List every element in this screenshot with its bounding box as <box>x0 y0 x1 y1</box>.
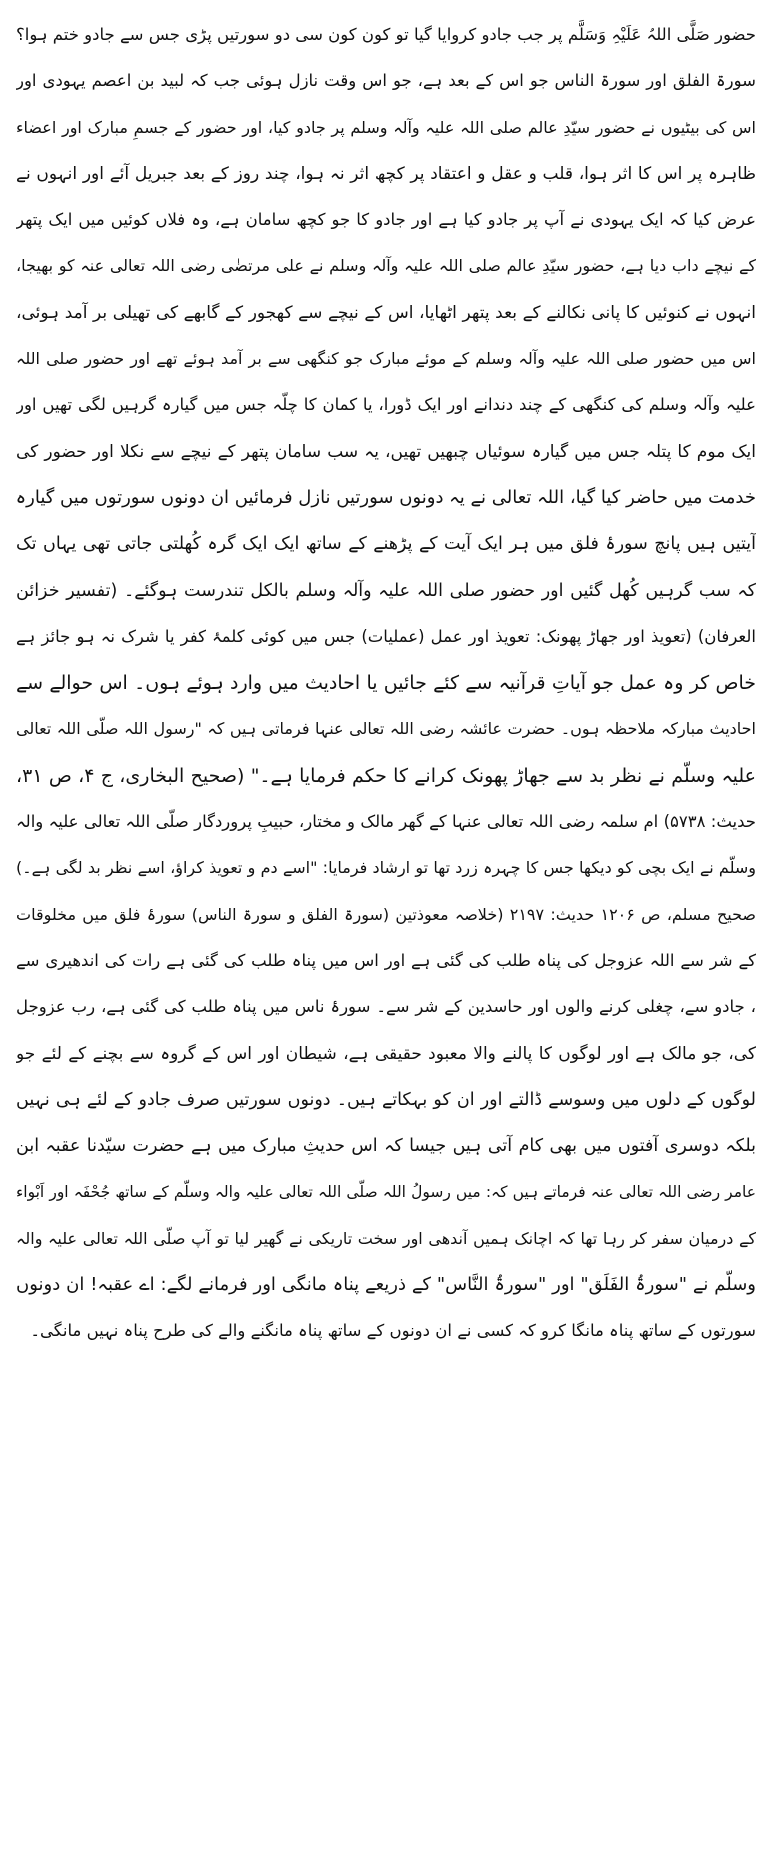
text-line: کہ سب گرہیں کُھل گئیں اور حضور صلی اللہ علیہ وآلہ وسلم بالکل تندرست ہوگئے۔ (تفسیر خزائن <box>16 580 756 601</box>
text-line: لوگوں کے دلوں میں وسوسے ڈالتے اور ان کو بہکاتے ہیں۔ دونوں سورتیں صرف جادو کے لئے ہی نہیں <box>16 1089 756 1110</box>
text-line-last: سورتوں کے ساتھ پناہ مانگا کرو کہ کسی نے ان دونوں کے ساتھ پناہ مانگنے والے کی طرح پناہ نہیں مانگی۔ <box>30 1321 756 1341</box>
text-line: العرفان) (تعویذ اور جھاڑ پھونک: تعویذ اور عمل (عملیات) جس میں کوئی کلمۂ کفر یا شرک نہ ہو جائز ہے <box>16 626 756 646</box>
text-line: علیہ وسلّم نے نظر بد سے جھاڑ پھونک کرانے کا حکم فرمایا ہے۔" (صحیح البخاری، ج ۴، ص ۳۱، <box>16 764 756 787</box>
text-line: صحیح مسلم، ص ۱۲۰۶ حدیث: ۲۱۹۷ (خلاصہ معوذتین (سورۃ الفلق و سورۃ الناس) سورۂ فلق میں مخلوقات <box>16 904 756 924</box>
text-line: انہوں نے کنوئیں کا پانی نکالنے کے بعد پتھر اٹھایا، اس کے نیچے سے کھجور کے گابھے کی تھیلی بر آمد ہوئی، <box>16 302 756 323</box>
text-line: احادیث مبارکہ ملاحظہ ہوں۔ حضرت عائشہ رضی اللہ تعالی عنہا فرماتی ہیں کہ "رسول اللہ صلّی اللہ تعالی <box>16 719 756 739</box>
text-line: کے نیچے داب دیا ہے، حضور سیّدِ عالم صلی اللہ علیہ وآلہ وسلم نے علی مرتضٰی رضی اللہ تعالی عنہ کو بھیجا، <box>16 256 756 276</box>
text-line: بلکہ دوسری آفتوں میں بھی کام آتی ہیں جیسا کہ اس حدیثِ مبارک میں ہے حضرت سیّدنا عقبہ ابن <box>16 1136 756 1157</box>
text-line: کے درمیان سفر کر رہا تھا کہ اچانک ہمیں آندھی اور سخت تاریکی نے گھیر لیا تو آپ صلّی اللہ تعالی علیہ والہ <box>16 1228 756 1248</box>
text-line: علیہ وآلہ وسلم کی کنگھی کے چند دندانے اور ایک ڈورا، یا کمان کا چلّہ جس میں گیارہ گرہیں لگی تھیں اور <box>16 395 756 415</box>
text-line: خاص کر وہ عمل جو آیاتِ قرآنیہ سے کئے جائیں یا احادیث میں وارد ہوئے ہوں۔ اس حوالے سے <box>16 672 756 695</box>
text-line: عرض کیا کہ ایک یہودی نے آپ پر جادو کیا ہے اور جادو کا جو کچھ سامان ہے، وہ فلاں کوئیں میں ایک پتھر <box>16 210 756 230</box>
text-line: خدمت میں حاضر کیا گیا، اللہ تعالی نے یہ دونوں سورتیں نازل فرمائیں ان دونوں سورتوں میں گیارہ <box>16 486 756 508</box>
text-line: سورۃ الفلق اور سورۃ الناس جو اس کے بعد ہے، جو اس وقت نازل ہوئی جب کہ لبید بن اعصم یہودی اور <box>16 71 756 91</box>
text-line: آیتیں ہیں پانچ سورۂ فلق میں ہر ایک آیت کے پڑھنے کے ساتھ ایک ایک گرہ کُھلتی جاتی تھی یہاں تک <box>16 534 756 555</box>
text-line: وسلّم نے ایک بچی کو دیکھا جس کا چہرہ زرد تھا تو ارشاد فرمایا: "اسے دم و تعویذ کراؤ، اسے نظر بد لگی ہے۔) <box>16 858 756 878</box>
question-heading: حضور صَلَّی اللہُ عَلَیْہِ وَسَلَّم پر جب جادو کروایا گیا تو کون کون سی دو سورتیں پڑی جس سے جادو ختم ہوا؟ <box>16 25 756 44</box>
text-line: کی، جو مالک ہے اور لوگوں کا پالنے والا معبود حقیقی ہے، شیطان اور اس کے گروہ سے بچنے کے لئے جو <box>16 1043 756 1064</box>
text-line: ظاہرہ پر اس کا اثر ہوا، قلب و عقل و اعتقاد پر کچھ اثر نہ ہوا، چند روز کے بعد جبریل آئے اور انہوں نے <box>16 163 756 184</box>
text-line: اس کی بیٹیوں نے حضور سیّدِ عالم صلی اللہ علیہ وآلہ وسلم پر جادو کیا، اور حضور کے جسمِ مبارک اور اعضاء <box>16 117 756 137</box>
text-line: حدیث: ۵۷۳۸) ام سلمہ رضی اللہ تعالی عنہا کے گھر مالک و مختار، حبیبِ پروردگار صلّی اللہ تعالی علیہ والہ <box>16 812 756 832</box>
text-line: ایک موم کا پتلہ جس میں گیارہ سوئیاں چبھیں تھیں، یہ سب سامان پتھر کے نیچے سے نکلا اور حضور کی <box>16 441 756 462</box>
text-line: ، جادو سے، چغلی کرنے والوں اور حاسدین کے شر سے۔ سورۂ ناس میں پناہ طلب کی گئی ہے، رب عزوجل <box>16 997 756 1017</box>
text-line: وسلّم نے "سورۃُ الفَلَق" اور "سورۃُ النَّاس" کے ذریعے پناہ مانگی اور فرمانے لگے: اے عقبہ! ان دونوں <box>16 1274 756 1296</box>
text-line: عامر رضی اللہ تعالی عنہ فرماتے ہیں کہ: میں رسولُ اللہ صلّی اللہ تعالی علیہ والہ وسلّم کے ساتھ جُحْفَہ اور اَبْواء <box>16 1183 756 1202</box>
text-line: کے شر سے اللہ عزوجل کی پناہ طلب کی گئی ہے اور اس میں پناہ طلب کی گئی ہے رات کی اندھیری سے <box>16 950 756 970</box>
text-line: اس میں حضور صلی اللہ علیہ وآلہ وسلم کے موئے مبارک جو کنگھی سے بر آمد ہوئے تھے اور حضور صلی اللہ <box>16 349 756 369</box>
